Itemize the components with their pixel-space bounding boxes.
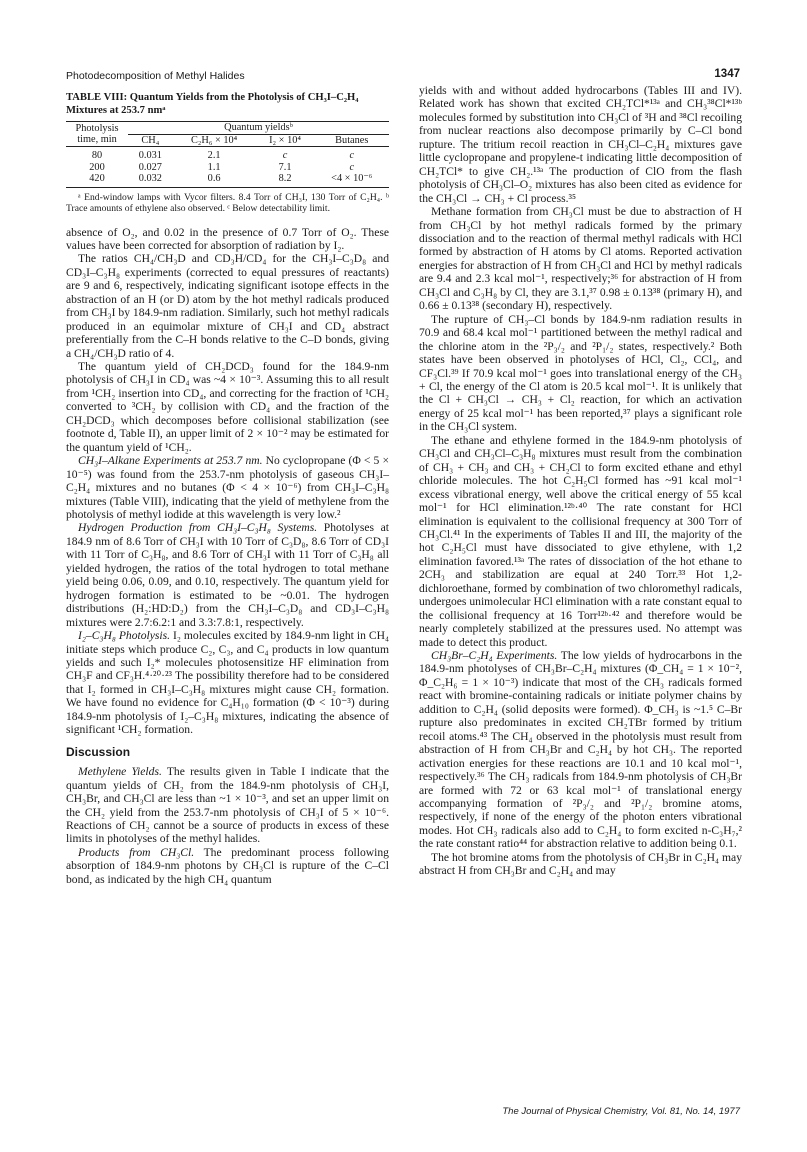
run-in-heading: CH₃I–Alkane Experiments at 253.7 nm. (78, 454, 263, 468)
paragraph-text: The results given in Table I indicate that the quantum yields of CH₂ from the 184.9-nm photolysis of CH₃I, CH₃Br, and CH₃Cl are less than ~1 × 10⁻³, and set an upper limit on the CH₂ yield from the 253.7-nm photolysis of CH₃I of 5 × 10⁻⁶. Reactions of CH₂ cannot be a source of products in excess of these limits in photolyses of the methyl halides. (66, 765, 389, 846)
run-in-heading: I₂–C₃H₈ Photolysis. (78, 629, 171, 643)
col-header-butanes: Butanes (315, 134, 389, 147)
run-in-heading: CH₃Br–C₂H₄ Experiments. (431, 649, 558, 663)
paragraph: The ethane and ethylene formed in the 184.9-nm photolysis of CH₃Cl and CH₃Cl–C₃H₈ mixtures must result from the combination of CH₃ + CH₃ and CH₃ + CH₂Cl to form excited ethane and ethyl chloride molecules. The hot C₂H₅Cl formed has ~91 kcal mol⁻¹ excess vibrational energy, well above the critical energy of 55 kcal mol⁻¹ for HCl elimination.¹²ᵇ·⁴⁰ The rate constant for HCl elimination is equivalent to the collisional frequency at 300 Torr of CH₃Cl.⁴¹ In the experiments of Tables II and III, the majority of the hot C₂H₅Cl must have dissociated to give ethylene, with 1,2 elimination favored.¹³ᵃ The rates of dissociation of the hot ethane to 2CH₃ and stabilization are equal at 240 Torr.³³ Hot 1,2-dichloroethane, formed by combination of two chloromethyl radicals, undergoes unimolecular HCl elimination with a rate constant equal to the collisional frequency at 16 Torr¹²ᵇ·⁴² and therefore would be nearly completely stabilized at the pressures used. No attempt was made to detect this product. (419, 433, 742, 649)
paragraph (66, 629, 389, 737)
paragraph-text: Photolyses at 184.9 nm of 8.6 Torr of CH₃I with 10 Torr of C₃D₈, 8.6 Torr of CD₃I with 11 Torr of C₃H₈, and 8.6 Torr of CH₃I with 11 Torr of C₃H₈ all yielded hydrogen, the ratios of the total hydrogen to total methane yield being 0.06, 0.09, and 0.10, respectively. The quantum yield for hydrogen formation is estimated to be ~0.01. The hydrogen distributions (H₂:HD:D₂) from the CH₃I–C₃D₈ and CD₃I–C₃H₈ mixtures were 2.7:6.2:1 and 3.3:7.8:1, respectively. (66, 521, 389, 629)
run-in-heading: Methylene Yields. (78, 765, 162, 779)
paragraph: absence of O₂, and 0.02 in the presence of 0.7 Torr of O₂. These values have been corrected for absorption of radiation by I₂. (66, 225, 389, 252)
col-header-ch4: CH₄ (128, 134, 173, 147)
paragraph (66, 846, 389, 886)
table-cell: c (282, 150, 288, 161)
quantum-yield-table (66, 121, 389, 188)
paragraph: The rupture of CH₃–Cl bonds by 184.9-nm radiation results in 70.9 and 68.4 kcal mol⁻¹ partitioned between the methyl radical and the chlorine atom in the ²P₃/₂ and ²P₁/₂ states, respectively.² Both states have been observed in photolyses of HCl, Cl₂, CCl₄, and CF₃Cl.³⁹ If 70.9 kcal mol⁻¹ goes into translational energy of the CH₃ + Cl, the energy of the Cl atom is 20.5 kcal mol⁻¹. It is unlikely that the Cl + CH₃Cl → CH₃ + Cl₂ reaction, for which an activation energy of 25 kcal mol⁻¹ has been reported,³⁷ plays a significant role in the CH₃Cl system. (419, 312, 742, 434)
paragraph: yields with and without added hydrocarbons (Tables III and IV). Related work has shown that excited CH₂TCl*¹³ᵃ and CH₃³⁸Cl*¹³ᵇ molecules formed by substitution into CH₃Cl of ³H and ³⁸Cl recoiling from nuclear reactions also decompose primarily by C–Cl bond rupture. The tritium recoil reaction in CH₃Cl–C₂H₄ mixtures gave little cyclopropane and propylene-t indicating little decomposition of CH₂TCl* to give CH₂.¹³ᵃ The production of ClO from the flash photolysis of CH₃Cl–O₂ mixtures has also been cited as evidence for the CH₃Cl → CH₃ + Cl process.³⁵ (419, 84, 742, 205)
section-heading-discussion: Discussion (66, 744, 131, 759)
group-header-quantum-yields: Quantum yieldsᵇ (128, 122, 389, 135)
journal-footer: The Journal of Physical Chemistry, Vol. 81, No. 14, 1977 (502, 1106, 740, 1117)
table-cell: 8.2 (256, 173, 315, 187)
paragraph: The quantum yield of CH₂DCD₃ found for the 184.9-nm photolysis of CH₃I in CD₄ was ~4 × 10⁻³. Assuming this to all result from ¹CH₂ insertion into CD₄, and correcting for the fraction of ¹CH₂ converted to ³CH₂ by collision with CD₄ and the fraction of the CH₂DCD₃ which decomposes before collisional stabilization (see footnote d, Table II), an upper limit of 2 × 10⁻² may be estimated for the quantum yield of ¹CH₂. (66, 360, 389, 454)
table-cell: 0.031 (138, 150, 162, 161)
table-cell: 7.1 (278, 161, 292, 173)
paragraph: The hot bromine atoms from the photolysis of CH₃Br in C₂H₄ may abstract H from CH₃Br and C₂H₄ and may (419, 850, 742, 878)
table-cell: c (349, 150, 355, 161)
paragraph (66, 521, 389, 629)
run-in-heading: Hydrogen Production from CH₃I–C₃H₈ Systems. (78, 521, 318, 535)
col-header-time: Photolysis time, min (66, 122, 128, 147)
table-cell: 1.1 (207, 161, 221, 173)
paragraph: Methane formation from CH₃Cl must be due to abstraction of H from CH₃Cl by hot methyl radicals formed by the primary dissociation and to the reaction of thermal methyl radicals with HCl formed by abstraction of H atoms by Cl atoms. Reported activation energies for abstraction of H from CH₃Cl and HCl by methyl radicals are 9.4 and 2.3 kcal mol⁻¹, respectively;³⁶ for abstraction of H from CH₃Cl and C₃H₈ by Cl, they are 3.1,³⁷ 0.98 ± 0.13³⁸ (primary H), and 0.66 ± 0.13³⁸ (secondary H), respectively. (419, 205, 742, 313)
running-title: Photodecomposition of Methyl Halides (66, 70, 245, 82)
table-cell: c (349, 161, 355, 173)
left-column (66, 92, 389, 886)
paragraph (419, 649, 742, 851)
paragraph-text: The predominant process following absorption of 184.9-nm photons by CH₃Cl is rupture of the C–Cl bond, as indicated by the high CH₄ quantum (66, 845, 389, 886)
col-header-c2h6: C₂H₆ × 10⁴ (173, 134, 256, 147)
table-cell: <4 × 10⁻⁶ (315, 173, 389, 187)
paragraph-text: The low yields of hydrocarbons in the 184.9-nm photolyses of CH₃Br–C₂H₄ mixtures (Φ_CH₄ = 1 × 10⁻², Φ_C₂H₆ = 1 × 10⁻³) indicate that most of the CH₃ radicals formed react with bromine-containing radicals or initiate polymer chains by addition to C₂H₄ (solid deposits were formed). Φ_CH₃ is ~1.⁵ C–Br rupture also predominates in excited CH₂TBr formed by tritium recoil atoms.⁴³ The CH₄ observed in the photolysis must result from abstraction of H from CH₃Br and C₂H₄ by hot CH₃. The reported activation energies for these reactions are 10.1 and 10 kcal mol⁻¹, respectively.³⁶ The CH₃ radicals from 184.9-nm photolysis of CH₃Br are formed with 72 or 63 kcal mol⁻¹ of translational energy accompanying formation of ²P₃/₂ and ²P₁/₂ bromine atoms, respectively, if none of the energy of the photon enters vibrational modes. Hot CH₃ radicals also add to C₂H₄ to form excited n-C₃H₇,² the rate constant ratio⁴⁴ for abstraction relative to addition being 0.1. (419, 649, 742, 851)
right-column (419, 84, 742, 878)
table-title: TABLE VIII: Quantum Yields from the Photolysis of CH₃I–C₂H₄ Mixtures at 253.7 nmᵃ (66, 92, 359, 116)
table-cell: 80 (91, 150, 103, 161)
paragraph (66, 454, 389, 521)
table-cell: 0.032 (128, 173, 173, 187)
table-viii (66, 92, 389, 214)
paragraph-text: I₂ molecules excited by 184.9-nm light in CH₄ initiate steps which produce C₂, C₃, and C₄ products in low quantum yields and such I₂* molecules photosensitize HF elimination from CH₃F and CF₃H.⁴·²⁰·²³ The possibility therefore had to be considered that I₂ formed in CH₃I–C₃H₈ mixtures might cause CH₂ formation. We have found no evidence for C₄H₁₀ formation (Φ < 10⁻³) during 184.9-nm photolysis of I₂–C₃H₈ mixtures, indicating the absence of significant ¹CH₂ formation. (66, 629, 389, 737)
table-cell: 420 (66, 173, 128, 187)
table-cell: 200 (89, 161, 105, 173)
page-number: 1347 (714, 68, 740, 80)
table-footnotes: ᵃ End-window lamps with Vycor filters. 8.4 Torr of CH₃I, 130 Torr of C₂H₄. ᵇ Trace amounts of ethylene also observed. ᶜ Below detectability limit. (66, 191, 389, 214)
table-cell: 0.6 (173, 173, 256, 187)
table-row (66, 147, 389, 162)
table-cell: 2.1 (207, 150, 221, 161)
table-row (66, 162, 389, 174)
table-cell: 0.027 (138, 161, 162, 173)
paragraph (66, 765, 389, 846)
col-header-i2: I₂ × 10⁴ (256, 134, 315, 147)
table-row (66, 173, 389, 187)
paragraph: The ratios CH₄/CH₃D and CD₃H/CD₄ for the CH₃I–C₃D₈ and CD₃I–C₃H₈ experiments (corrected to equal pressures of reactants) are 9 and 6, respectively, indicating significant isotope effects in the abstraction of an H (or D) atom by the hot methyl radicals produced from CH₃I by 184.9-nm radiation. Similarly, such hot methyl radicals produced in an equimolar mixture of CH₃I and CD₄ abstract preferentially from the C–H bonds relative to the C–D bonds, giving a CH₄/CH₃D ratio of 4. (66, 252, 389, 360)
paragraph-text: No cyclopropane (Φ < 5 × 10⁻⁵) was found from the 253.7-nm photolysis of gaseous CH₃I–C₂H₄ mixtures and no butanes (Φ < 4 × 10⁻⁶) from CH₃I–C₃H₈ mixtures (Table VIII), indicating that the yield of methylene from the photolysis of methyl iodide at this wavelength is very low.² (66, 454, 389, 522)
run-in-heading: Products from CH₃Cl. (78, 845, 195, 859)
